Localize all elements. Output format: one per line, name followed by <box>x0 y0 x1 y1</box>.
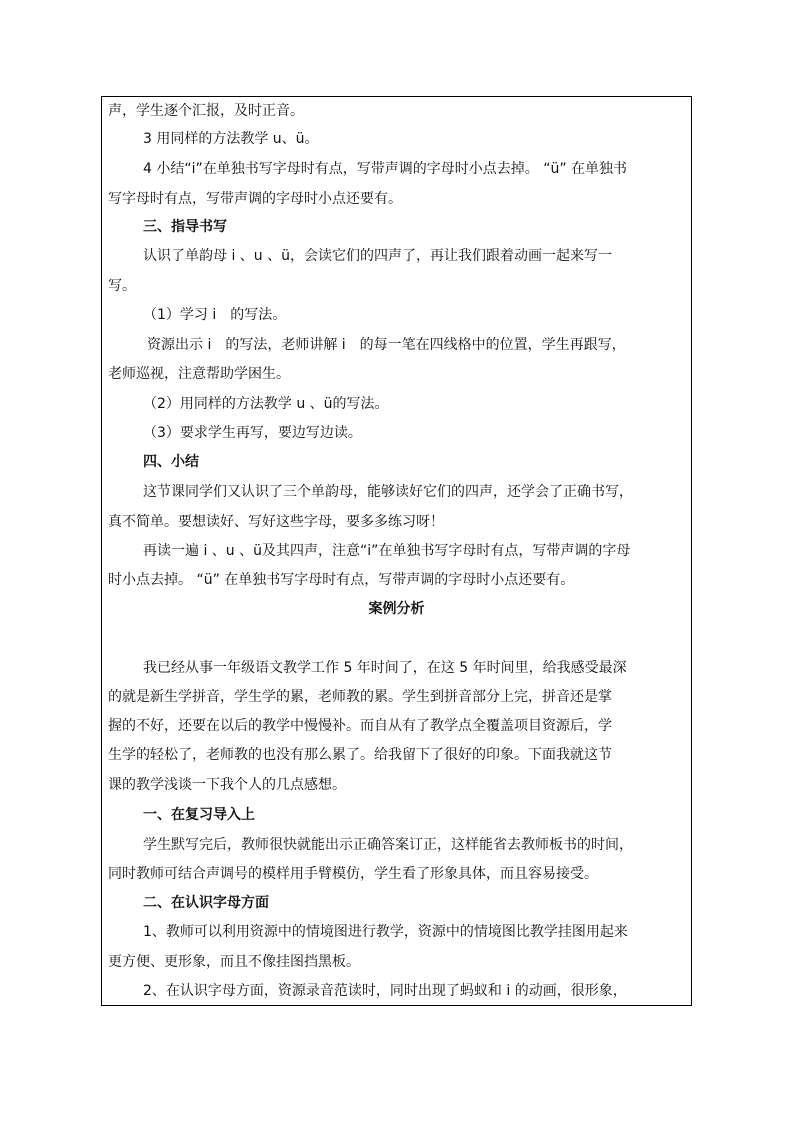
text-line: 再读一遍 i 、u 、ü及其四声，注意“i”在单独书写字母时有点，写带声调的字母 <box>143 543 631 559</box>
text-line: 认识了单韵母 i 、u 、ü，会读它们的四声了，再让我们跟着动画一起来写一 <box>143 248 612 264</box>
text-line: 这节课同学们又认识了三个单韵母，能够读好它们的四声，还学会了正确书写， <box>143 484 633 500</box>
text-line: 同时教师可结合声调号的模样用手臂模仿，学生看了形象具体，而且容易接受。 <box>108 866 598 882</box>
section-heading: 一、在复习导入上 <box>143 807 255 823</box>
text-line: 写。 <box>108 278 136 294</box>
text-line: 声，学生逐个汇报，及时正音。 <box>108 103 304 119</box>
text-line: 学生默写完后，教师很快就能出示正确答案订正，这样能省去教师板书的时间， <box>143 837 633 853</box>
text-line: 我已经从事一年级语文教学工作 5 年时间了，在这 5 年时间里，给我感受最深 <box>143 660 627 676</box>
section-heading: 四、小结 <box>143 454 199 470</box>
section-heading: 二、在认识字母方面 <box>143 895 269 911</box>
text-line: 更方便、更形象，而且不像挂图挡黑板。 <box>108 954 360 970</box>
text-line: 老师巡视，注意帮助学困生。 <box>108 366 290 382</box>
text-line: 写字母时有点，写带声调的字母时小点还要有。 <box>108 191 402 207</box>
text-line: 1、教师可以利用资源中的情境图进行教学，资源中的情境图比教学挂图用起来 <box>143 924 628 940</box>
text-line: 4 小结“i”在单独书写字母时有点，写带声调的字母时小点去掉。 “ü” 在单独书 <box>143 161 628 177</box>
text-line: 生学的轻松了，老师教的也没有那么累了。给我留下了很好的印象。下面我就这节 <box>108 747 612 763</box>
text-line: （1）学习 i 的写法。 <box>143 307 287 323</box>
text-line: 3 用同样的方法教学 u、ü。 <box>143 131 319 147</box>
text-line: 的就是新生学拼音，学生学的累，老师教的累。学生到拼音部分上完，拼音还是掌 <box>108 689 612 705</box>
text-line: 真不简单。要想读好、写好这些字母，要多多练习呀！ <box>108 514 444 530</box>
text-line: （2）用同样的方法教学 u 、ü的写法。 <box>143 396 389 412</box>
text-line: 课的教学浅谈一下我个人的几点感想。 <box>108 777 346 793</box>
text-line: 资源出示 i 的写法，老师讲解 i 的每一笔在四线格中的位置，学生再跟写， <box>147 337 626 353</box>
case-analysis-title: 案例分析 <box>368 601 425 617</box>
text-line: 握的不好，还要在以后的教学中慢慢补。而自从有了教学点全覆盖项目资源后，学 <box>108 718 612 734</box>
text-line: 时小点去掉。 “ü” 在单独书写字母时有点，写带声调的字母时小点还要有。 <box>108 572 575 588</box>
text-line: 2、在认识字母方面，资源录音范读时，同时出现了蚂蚁和 i 的动画，很形象， <box>143 983 627 999</box>
text-line: （3）要求学生再写，要边写边读。 <box>143 425 362 441</box>
section-heading: 三、指导书写 <box>143 219 227 235</box>
